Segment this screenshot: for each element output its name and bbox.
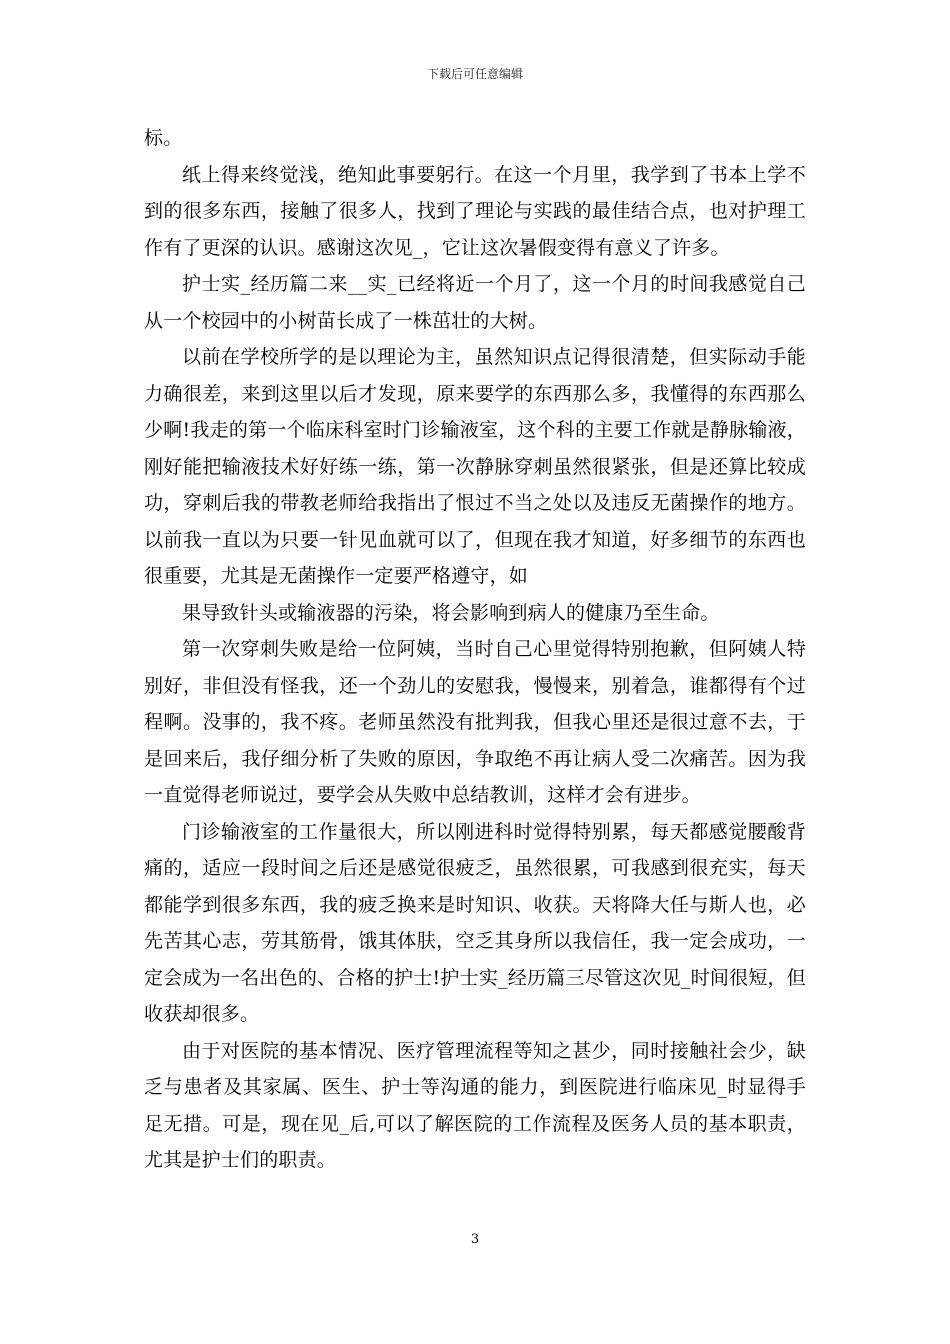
page-header: 下载后可任意编辑 [426, 67, 523, 81]
paragraph-6: 第一次穿刺失败是给一位阿姨，当时自己心里觉得特别抱歉，但阿姨人特别好，非但没有怪我，还一个劲儿的安慰我，慢慢来，别着急，谁都得有个过程啊。没事的，我不疼。老师虽然没有批判我，但我心里还是很过意不去，于是回来后，我仔细分析了失败的原因，争取绝不再让病人受二次痛苦。因为我一直觉得老师说过，要学会从失败中总结教训，这样才会有进步。 [144, 638, 806, 806]
paragraph-8: 由于对医院的基本情况、医疗管理流程等知之甚少，同时接触社会少，缺乏与患者及其家属、医生、护士等沟通的能力，到医院进行临床见_时显得手足无措。可是，现在见_后,可以了解医院的工作流程及医务人员的基本职责，尤其是护士们的职责。 [144, 1039, 806, 1171]
paragraph-2: 纸上得来终觉浅，绝知此事要躬行。在这一个月里，我学到了书本上学不到的很多东西，接触了很多人，找到了理论与实践的最佳结合点，也对护理工作有了更深的认识。感谢这次见_，它让这次暑假变得有意义了许多。 [144, 163, 806, 259]
paragraph-1: 标。 [144, 127, 183, 149]
document-body [144, 120, 806, 1179]
paragraph-4: 以前在学校所学的是以理论为主，虽然知识点记得很清楚，但实际动手能力确很差，来到这里以后才发现，原来要学的东西那么多，我懂得的东西那么少啊!我走的第一个临床科室时门诊输液室，这个科的主要工作就是静脉输液，刚好能把输液技术好好练一练，第一次静脉穿刺虽然很紧张，但是还算比较成功，穿刺后我的带教老师给我指出了恨过不当之处以及违反无菌操作的地方。以前我一直以为只要一针见血就可以了，但现在我才知道，好多细节的东西也很重要，尤其是无菌操作一定要严格遵守，如 [144, 346, 806, 587]
paragraph-5: 果导致针头或输液器的污染，将会影响到病人的健康乃至生命。 [182, 601, 720, 624]
page-number: 3 [470, 1232, 480, 1247]
paragraph-7: 门诊输液室的工作量很大，所以刚进科时觉得特别累，每天都感觉腰酸背痛的，适应一段时间之后还是感觉很疲乏，虽然很累，可我感到很充实，每天都能学到很多东西，我的疲乏换来是时知识、收获。天将降大任与斯人也，必先苦其心志，劳其筋骨，饿其体肤，空乏其身所以我信任，我一定会成功，一定会成为一名出色的、合格的护士!护士实_经历篇三尽管这次见_时间很短，但收获却很多。 [144, 820, 806, 1025]
paragraph-3: 护士实_经历篇二来__实_已经将近一个月了，这一个月的时间我感觉自己从一个校园中的小树苗长成了一株茁壮的大树。 [144, 273, 806, 332]
